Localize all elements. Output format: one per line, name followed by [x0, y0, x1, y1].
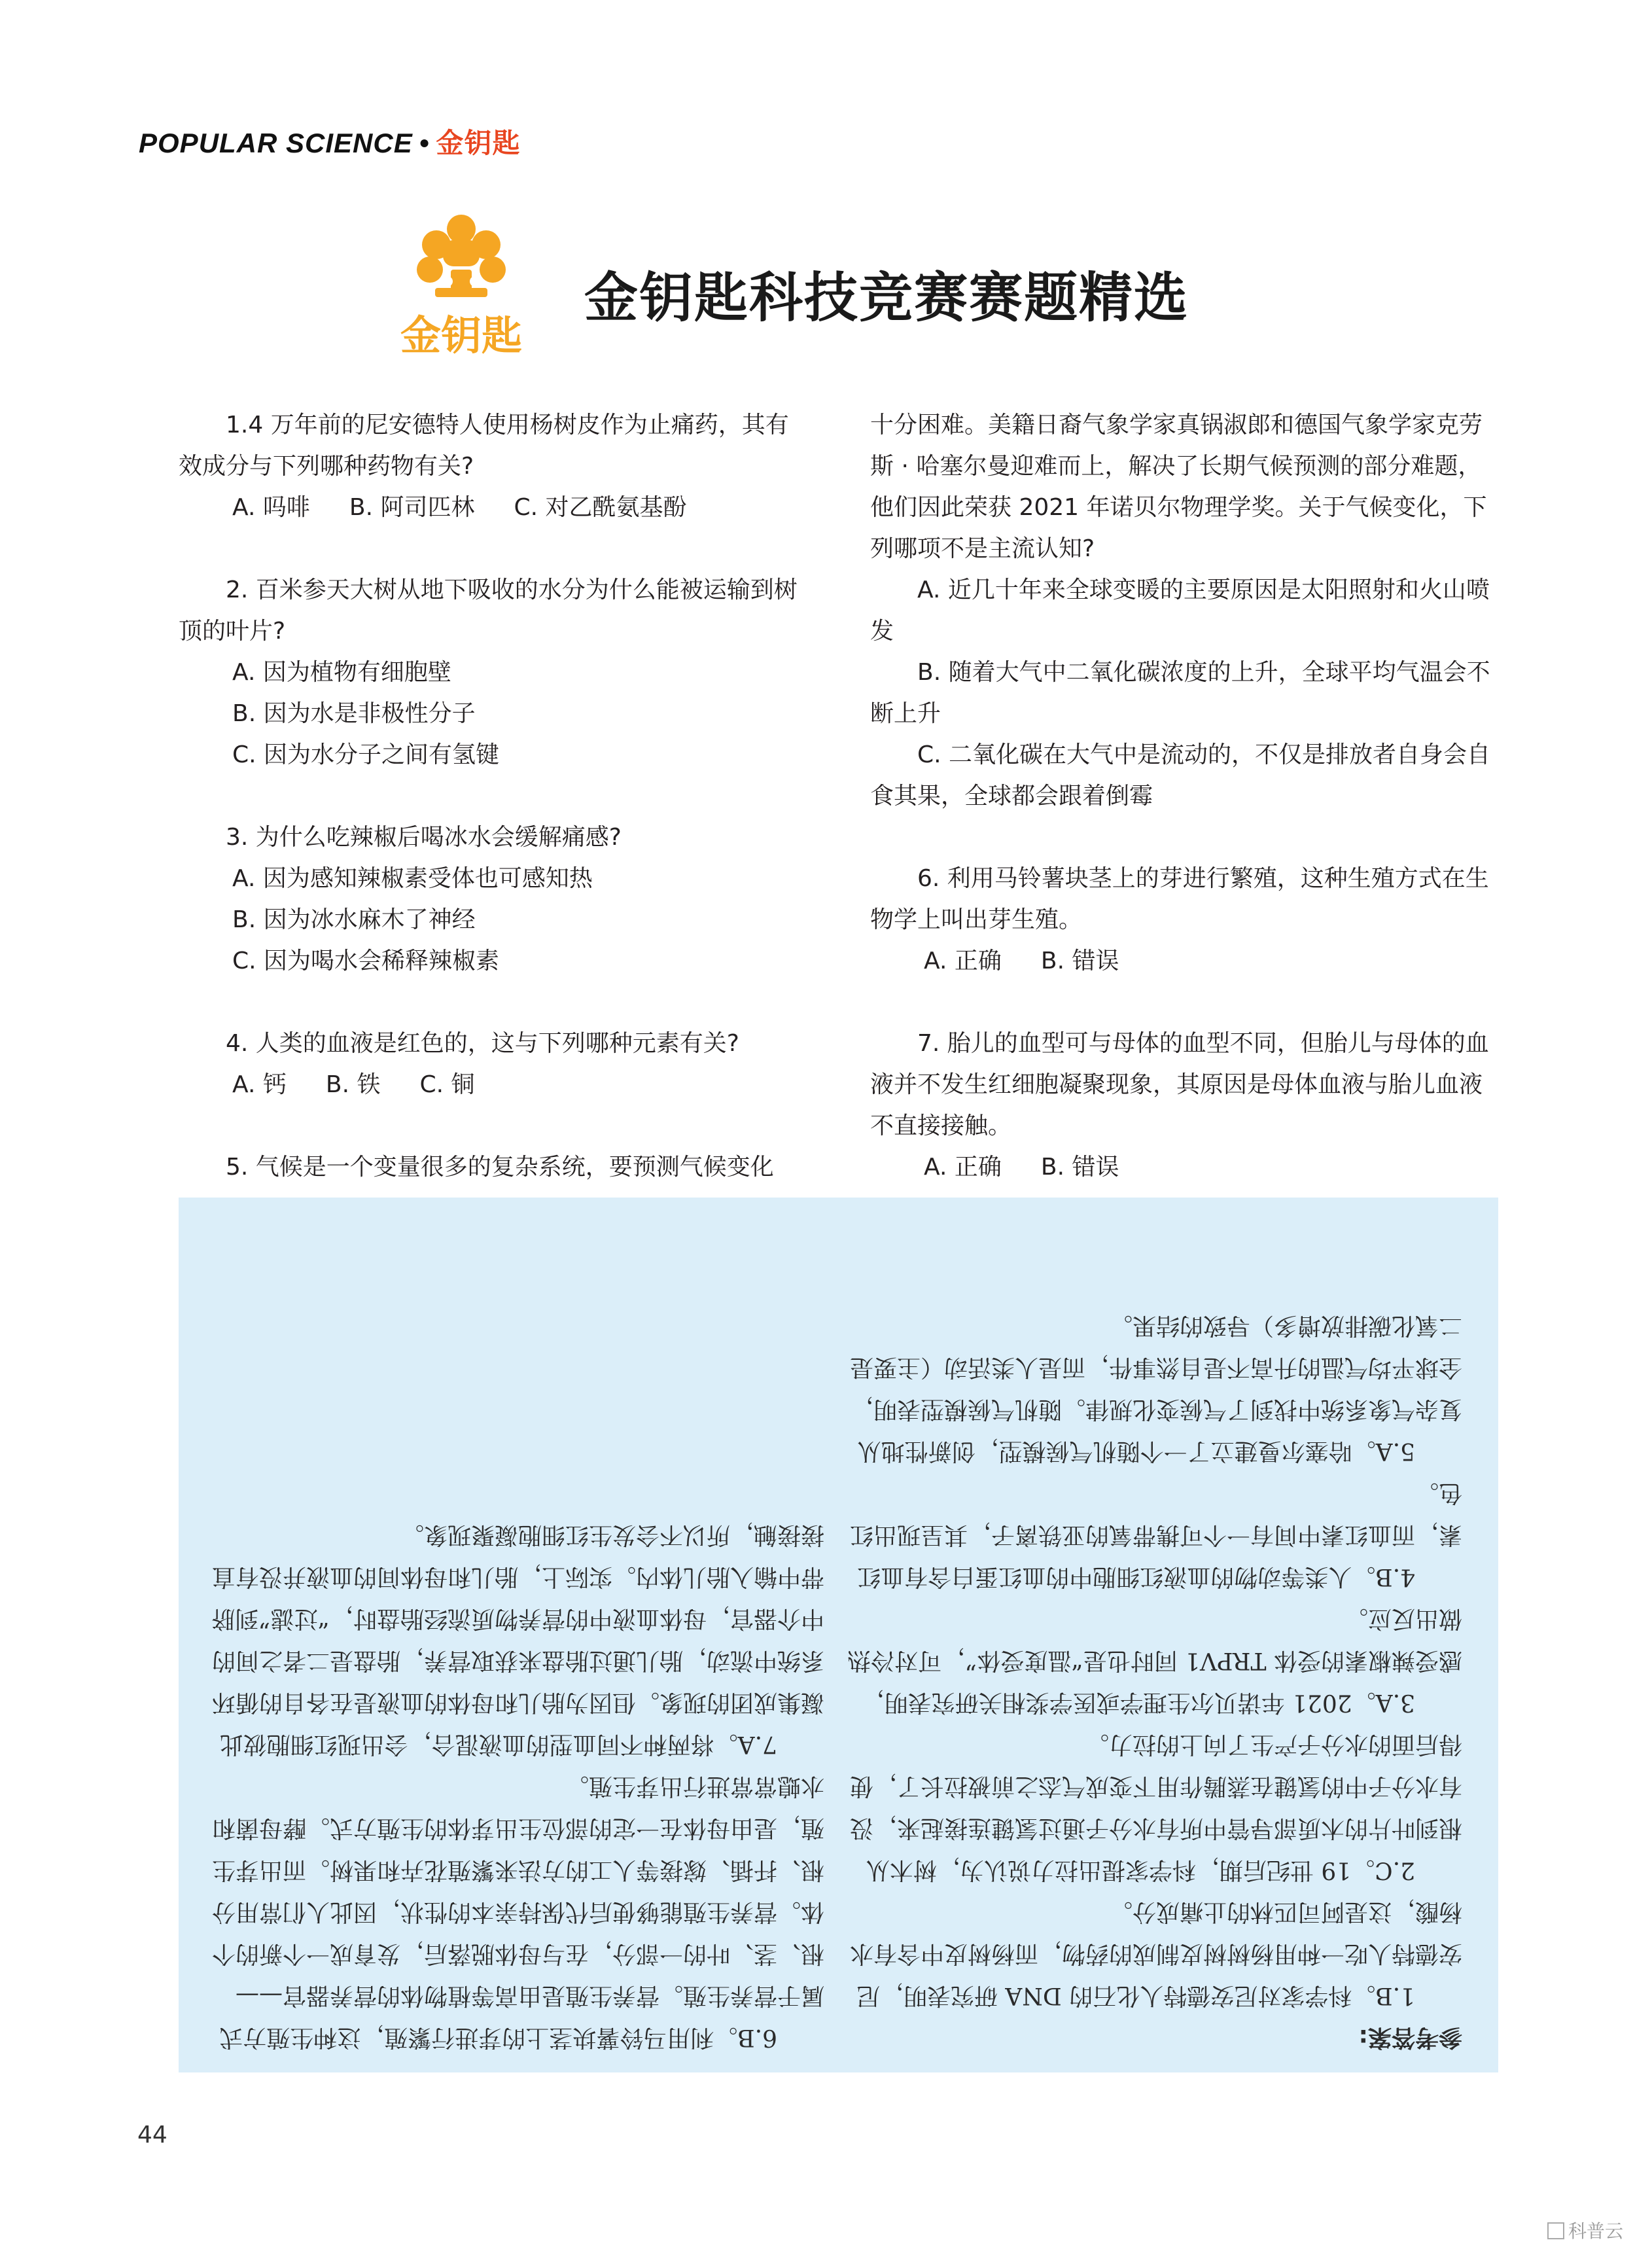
answer-4: 4.B。人类等动物的血液红细胞中的血红蛋白含有血红素，而血红素中间有一个可携带氧的亚铁离子，其呈现出红色。 [849, 1480, 1462, 1590]
answer-3: 3.A。2021 年诺贝尔生理学或医学奖相关研究表明，感受辣椒素的受体 TRPV1 同时也是“温度受体”，可对冷热做出反应。 [847, 1605, 1462, 1716]
option-a: A. 近几十年来全球变暖的主要原因是太阳照射和火山喷发 [870, 577, 1490, 645]
option-c: C. 对乙酰氨基酚 [514, 494, 687, 521]
option-a: A. 正确 [924, 948, 1002, 974]
question-options [179, 487, 807, 528]
option-a: A. 钙 [232, 1071, 287, 1098]
answers-title: 参考答案: [1358, 2024, 1462, 2051]
question-2 [179, 569, 807, 775]
option-c: C. 铜 [419, 1071, 475, 1098]
option-b: B. 错误 [1040, 948, 1119, 974]
answers-rotated-content [179, 1198, 1498, 2072]
option-b: B. 因为水是非极性分子 [232, 700, 476, 727]
question-3 [179, 817, 807, 982]
question-stem: 7. 胎儿的血型可与母体的血型不同，但胎儿与母体的血液并不发生红细胞凝聚现象，其原因是母体血液与胎儿血液不直接接触。 [870, 1030, 1489, 1139]
option-b: B. 因为冰水麻木了神经 [232, 906, 476, 933]
question-stem: 5. 气候是一个变量很多的复杂系统，要预测气候变化 [226, 1154, 774, 1181]
questions-left-column [179, 404, 807, 1229]
header-chinese: 金钥匙 [436, 127, 521, 159]
option-a: A. 因为植物有细胞壁 [232, 659, 451, 686]
question-stem: 4. 人类的血液是红色的，这与下列哪种元素有关? [226, 1030, 739, 1057]
answer-7: 7.A。将两种不同血型的血液混合，会出现红细胞彼此凝集成团的现象。但因为胎儿和母体的血液是在各自的循环系统中流动，胎儿通过胎盘来获取营养，胎盘是二者之间的中介器官，母体血液中的营养物质流经胎盘时，“过滤”到脐带中输入胎儿体内。实际上，胎儿和母体间的血液并没有直接接触，所以不会发生红细胞凝聚现象。 [211, 1521, 824, 1758]
option-b: B. 错误 [1040, 1154, 1119, 1181]
question-1 [179, 404, 807, 528]
magazine-header [139, 122, 520, 161]
question-5-continued [870, 404, 1498, 817]
question-stem: 3. 为什么吃辣椒后喝冰水会缓解痛感? [226, 824, 622, 851]
answer-5: 5.A。哈塞尔曼建立了一个随机气候模型，创新性地从复杂气象系统中找到了气候变化规律。随机气候模型表明，全球平均气温的升高不是自然事件，而是人类活动（主要是二氧化碳排放增多）导致的结果。 [849, 1312, 1462, 1465]
answer-6: 6.B。利用马铃薯块茎上的芽进行繁殖，这种生殖方式属于营养生殖。营养生殖是由高等植物体的营养器官——根、茎、叶的一部分，在与母体脱落后，发育成一个新的个体。营养生殖能够使后代保持亲本的性状，因此人们常用分根、扦插、嫁接等人工的方法来繁殖花卉和果树。而出芽生殖，是由母体在一定的部位生出芽体的生殖方式。酵母菌和水螅常常进行出芽生殖。 [211, 1773, 824, 2051]
question-7 [870, 1023, 1498, 1188]
question-options [870, 1146, 1498, 1188]
option-b: B. 阿司匹林 [349, 494, 475, 521]
option-c: C. 因为水分子之间有氢键 [232, 741, 500, 768]
option-a: A. 吗啡 [232, 494, 310, 521]
question-stem: 1.4 万年前的尼安德特人使用杨树皮作为止痛药，其有效成分与下列哪种药物有关? [179, 412, 789, 480]
watermark [1547, 2217, 1623, 2243]
watermark-icon [1547, 2222, 1564, 2239]
option-b: B. 铁 [325, 1071, 381, 1098]
golden-key-logo-icon [383, 211, 540, 361]
logo-text: 金钥匙 [400, 311, 523, 359]
option-a: A. 正确 [924, 1154, 1002, 1181]
option-a: A. 因为感知辣椒素受体也可感知热 [232, 865, 593, 892]
question-options [179, 1064, 807, 1105]
option-b: B. 随着大气中二氧化碳浓度的上升，全球平均气温会不断上升 [870, 659, 1490, 727]
option-c: C. 因为喝水会稀释辣椒素 [232, 948, 500, 974]
option-c: C. 二氧化碳在大气中是流动的，不仅是排放者自身会自食其果，全球都会跟着倒霉 [870, 741, 1491, 809]
question-stem: 2. 百米参天大树从地下吸收的水分为什么能被运输到树顶的叶片? [179, 577, 798, 645]
question-stem: 6. 利用马铃薯块茎上的芽进行繁殖，这种生殖方式在生物学上叫出芽生殖。 [870, 865, 1489, 933]
watermark-text: 科普云 [1568, 2220, 1624, 2242]
answers-column-1 [847, 1304, 1462, 2058]
question-6 [870, 858, 1498, 982]
question-stem: 十分困难。美籍日裔气象学家真锅淑郎和德国气象学家克劳斯 · 哈塞尔曼迎难而上，解决了长期气候预测的部分难题，他们因此荣获 2021 年诺贝尔物理学奖。关于气候变化，下列哪项不是主流认知? [870, 412, 1487, 562]
question-5-start [179, 1146, 807, 1188]
answers-column-2 [209, 1514, 824, 2058]
header-separator: • [419, 128, 430, 158]
questions-right-column [870, 404, 1498, 1229]
answer-2: 2.C。19 世纪后期，科学家提出拉力说认为，树木从根到叶片的木质部导管中所有水分子通过氢键连接起来，没有水分子中的氢键在蒸腾作用下变成气态之前被拉长了，使得后面的水分子产生了向上的拉力。 [849, 1731, 1462, 1883]
header-english: POPULAR SCIENCE [139, 128, 413, 158]
question-options [870, 940, 1498, 982]
page-number: 44 [137, 2122, 167, 2148]
question-4 [179, 1023, 807, 1105]
page-title: 金钥匙科技竞赛赛题精选 [584, 267, 1189, 329]
answers-box [179, 1198, 1498, 2072]
answer-1: 1.B。科学家对尼安德特人化石的 DNA 研究表明，尼安德特人吃一种用杨树树皮制成的药物，而杨树皮中含有水杨酸，这是阿司匹林的止痛成分。 [849, 1898, 1462, 2009]
